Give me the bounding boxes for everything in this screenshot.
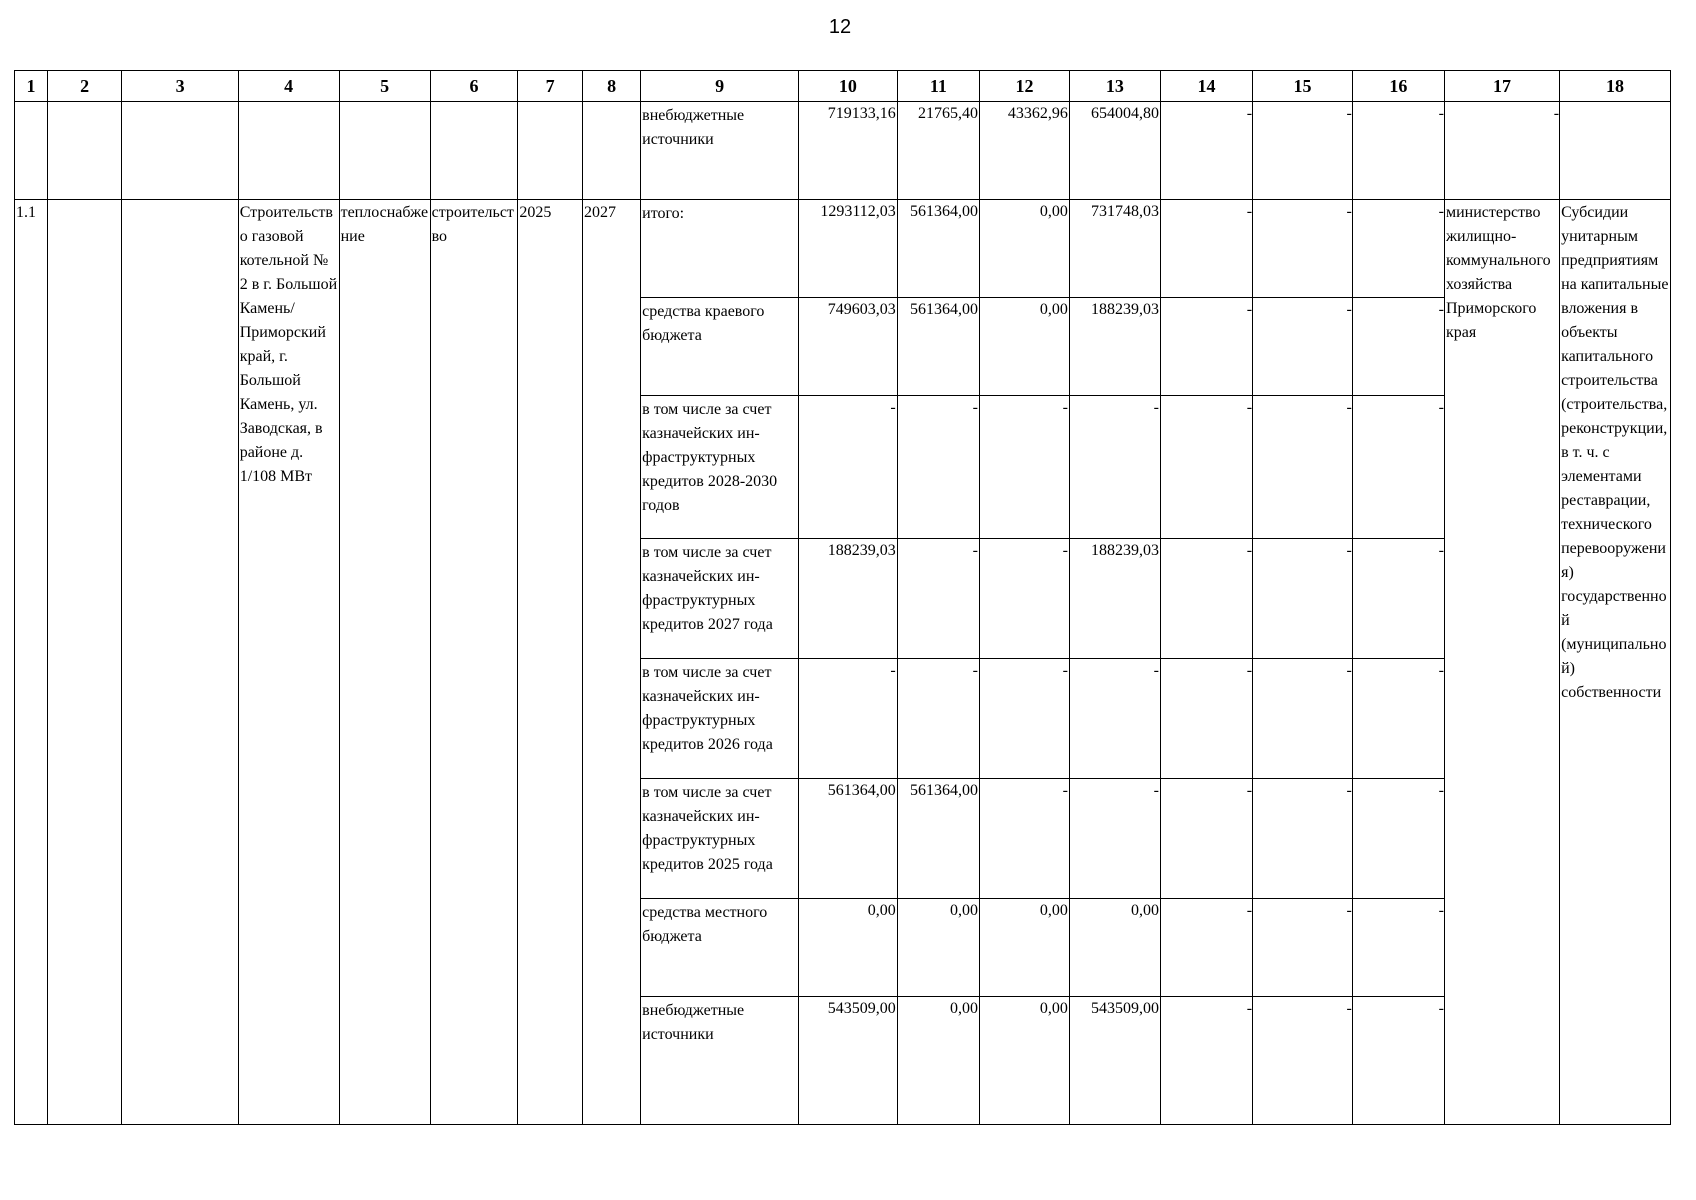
dash-cell: - bbox=[1346, 301, 1352, 318]
dash-cell: - bbox=[1438, 203, 1444, 220]
value-cell: 731748,03 bbox=[1090, 203, 1159, 220]
dash-cell: - bbox=[1246, 782, 1253, 799]
column-header: 11 bbox=[897, 71, 979, 102]
value-cell: 0,00 bbox=[950, 1000, 978, 1017]
dash-cell: - bbox=[1246, 542, 1253, 559]
column-header: 3 bbox=[122, 71, 238, 102]
budget-table bbox=[14, 70, 1671, 1125]
dash-cell: - bbox=[1438, 542, 1444, 559]
table-row bbox=[15, 200, 1671, 298]
header-row bbox=[15, 71, 1671, 102]
column-header: 13 bbox=[1069, 71, 1160, 102]
dash-cell: - bbox=[1438, 399, 1444, 416]
value-cell: - bbox=[890, 662, 896, 679]
expense-type: Субсидии унитарным предприятиям на капитальные вложения в объекты капитального строительства (строительства, реконструкции, в т. ч. с элементами реставрации, технического перевооружения) государственной (муниципальной) собственности bbox=[1561, 204, 1669, 701]
value-cell: 188239,03 bbox=[1090, 542, 1159, 559]
column-header: 17 bbox=[1444, 71, 1559, 102]
funding-source-label: средства местного бюджета bbox=[642, 904, 768, 945]
funding-source-label: в том числе за счет казначейских ин-фраструктурных кредитов 2026 года bbox=[642, 664, 773, 753]
value-cell: 561364,00 bbox=[910, 203, 978, 220]
industry: теплоснабжение bbox=[340, 204, 429, 245]
carry-over-row bbox=[15, 102, 1671, 200]
value-cell: 654004,80 bbox=[1090, 105, 1159, 122]
start-year: 2025 bbox=[519, 204, 552, 221]
dash-cell: - bbox=[1438, 1000, 1444, 1017]
end-year: 2027 bbox=[584, 204, 617, 221]
dash-cell: - bbox=[1438, 105, 1444, 122]
funding-source-label: средства краевого бюджета bbox=[642, 303, 765, 344]
dash-cell: - bbox=[1246, 399, 1253, 416]
column-header: 16 bbox=[1352, 71, 1444, 102]
dash-cell: - bbox=[1346, 203, 1352, 220]
value-cell: 561364,00 bbox=[910, 301, 978, 318]
column-header: 10 bbox=[799, 71, 898, 102]
funding-source-label: внебюджетные источники bbox=[642, 1002, 745, 1043]
value-cell: 0,00 bbox=[1039, 902, 1068, 919]
value-cell: - bbox=[972, 542, 978, 559]
work-type: строительство bbox=[431, 204, 514, 245]
value-cell: 0,00 bbox=[1130, 902, 1159, 919]
value-cell: - bbox=[1153, 782, 1159, 799]
column-header: 18 bbox=[1560, 71, 1671, 102]
value-cell: - bbox=[1062, 542, 1068, 559]
column-header: 1 bbox=[15, 71, 48, 102]
item-number: 1.1 bbox=[16, 204, 36, 221]
value-cell: - bbox=[1062, 662, 1068, 679]
object-name: Строительство газовой котельной № 2 в г. Большой Камень/ Приморский край, г. Большой Камень, ул. Заводская, в районе д. 1/108 МВт bbox=[239, 204, 338, 485]
column-header: 2 bbox=[47, 71, 122, 102]
dash-cell: - bbox=[1438, 902, 1444, 919]
value-cell: 188239,03 bbox=[827, 542, 896, 559]
dash-cell: - bbox=[1246, 1000, 1253, 1017]
value-cell: - bbox=[1153, 662, 1159, 679]
value-cell: 543509,00 bbox=[1090, 1000, 1159, 1017]
value-cell: 543509,00 bbox=[827, 1000, 896, 1017]
funding-source-label: в том числе за счет казначейских ин-фраструктурных кредитов 2025 года bbox=[642, 784, 773, 873]
responsible-executor: министерство жилищно-коммунального хозяйства Приморского края bbox=[1445, 204, 1551, 341]
column-header: 12 bbox=[980, 71, 1070, 102]
value-cell: 0,00 bbox=[1039, 1000, 1068, 1017]
value-cell: 749603,03 bbox=[827, 301, 896, 318]
dash-cell: - bbox=[1438, 301, 1444, 318]
value-cell: - bbox=[1153, 399, 1159, 416]
value-cell: 561364,00 bbox=[910, 782, 978, 799]
dash-cell: - bbox=[1246, 902, 1253, 919]
dash-cell: - bbox=[1346, 105, 1352, 122]
column-header: 9 bbox=[641, 71, 799, 102]
column-header: 6 bbox=[430, 71, 518, 102]
value-cell: 21765,40 bbox=[918, 105, 978, 122]
value-cell: 719133,16 bbox=[827, 105, 896, 122]
value-cell: 188239,03 bbox=[1090, 301, 1159, 318]
value-cell: 0,00 bbox=[950, 902, 978, 919]
dash-cell: - bbox=[1246, 203, 1253, 220]
dash-cell: - bbox=[1346, 1000, 1352, 1017]
value-cell: - bbox=[890, 399, 896, 416]
value-cell: - bbox=[1062, 782, 1068, 799]
dash-cell: - bbox=[1346, 542, 1352, 559]
funding-source-label: итого: bbox=[642, 205, 685, 222]
dash-cell: - bbox=[1438, 662, 1444, 679]
dash-cell: - bbox=[1346, 782, 1352, 799]
value-cell: - bbox=[1062, 399, 1068, 416]
dash-cell: - bbox=[1553, 105, 1560, 122]
dash-cell: - bbox=[1246, 105, 1253, 122]
dash-cell: - bbox=[1346, 902, 1352, 919]
value-cell: 43362,96 bbox=[1007, 105, 1068, 122]
dash-cell: - bbox=[1246, 662, 1253, 679]
value-cell: 0,00 bbox=[1039, 301, 1068, 318]
dash-cell: - bbox=[1438, 782, 1444, 799]
dash-cell: - bbox=[1346, 399, 1352, 416]
funding-source-label: в том числе за счет казначейских ин-фраструктурных кредитов 2028-2030 годов bbox=[642, 401, 778, 514]
dash-cell: - bbox=[1246, 301, 1253, 318]
funding-source-label: в том числе за счет казначейских ин-фраструктурных кредитов 2027 года bbox=[642, 544, 773, 633]
funding-source-label: внебюджетные источники bbox=[642, 107, 745, 148]
column-header: 15 bbox=[1253, 71, 1353, 102]
dash-cell: - bbox=[1346, 662, 1352, 679]
column-header: 8 bbox=[583, 71, 641, 102]
value-cell: 1293112,03 bbox=[820, 203, 896, 220]
column-header: 14 bbox=[1160, 71, 1252, 102]
value-cell: 561364,00 bbox=[827, 782, 896, 799]
value-cell: - bbox=[972, 662, 978, 679]
value-cell: - bbox=[972, 399, 978, 416]
column-header: 4 bbox=[238, 71, 339, 102]
page-number: 12 bbox=[828, 16, 852, 38]
value-cell: 0,00 bbox=[867, 902, 896, 919]
column-header: 5 bbox=[339, 71, 430, 102]
column-header: 7 bbox=[518, 71, 583, 102]
value-cell: 0,00 bbox=[1039, 203, 1068, 220]
